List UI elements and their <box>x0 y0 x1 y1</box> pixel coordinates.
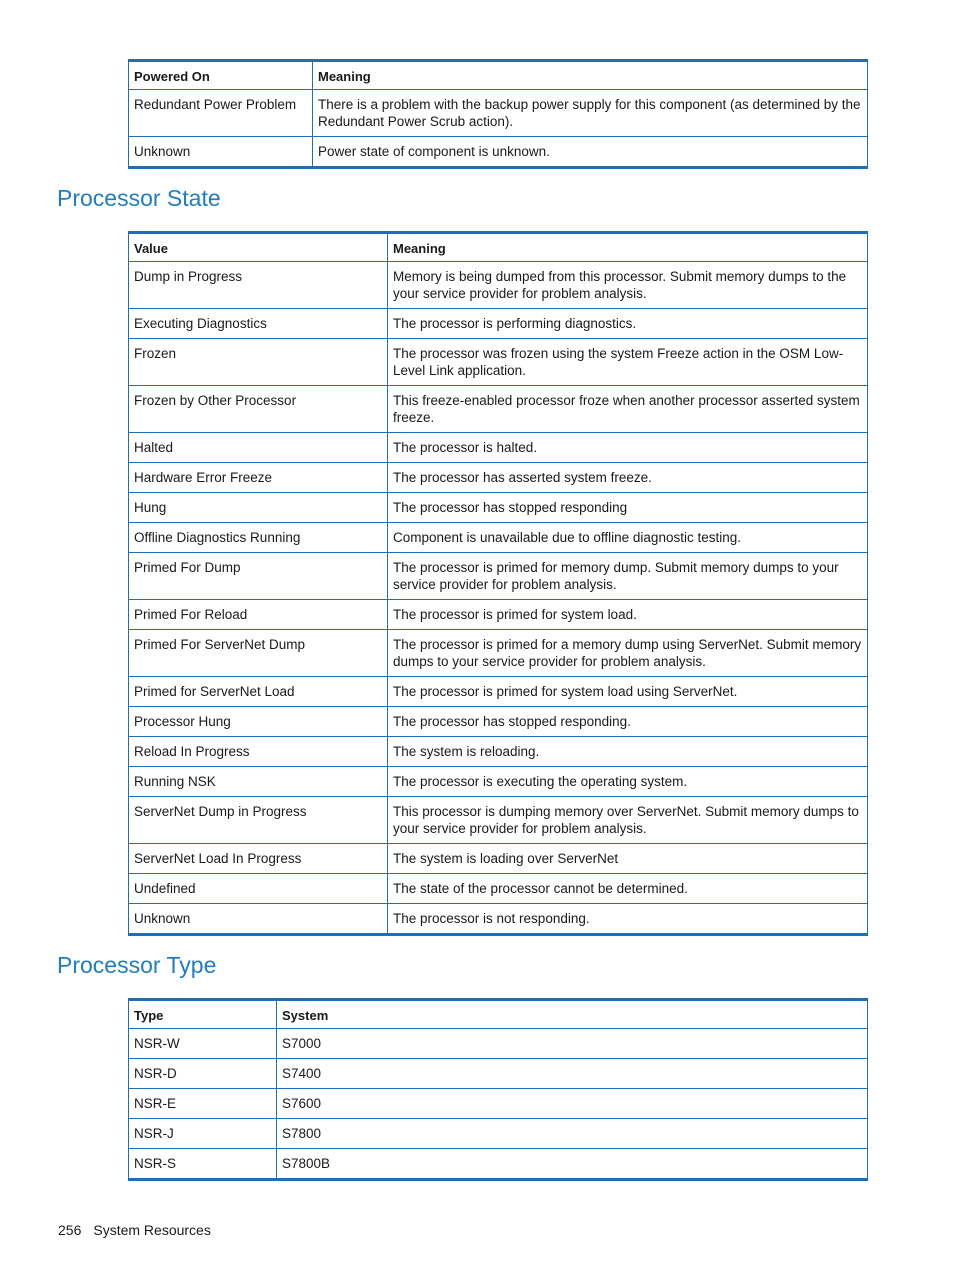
table-header-row <box>129 61 868 90</box>
page-footer <box>58 1222 211 1238</box>
table-row <box>129 874 868 904</box>
table-cell: NSR-J <box>129 1119 277 1149</box>
powered-on-table <box>128 59 868 169</box>
table-cell: The processor was frozen using the system Freeze action in the OSM Low-Level Link application. <box>388 339 868 386</box>
table-cell: Executing Diagnostics <box>129 309 388 339</box>
table-cell: Frozen <box>129 339 388 386</box>
table-cell: Running NSK <box>129 767 388 797</box>
table-cell: Power state of component is unknown. <box>313 137 868 168</box>
table-row <box>129 600 868 630</box>
table-cell: The processor has stopped responding. <box>388 707 868 737</box>
column-header: System <box>277 1000 868 1029</box>
table-cell: ServerNet Dump in Progress <box>129 797 388 844</box>
table-row <box>129 1059 868 1089</box>
table-cell: S7400 <box>277 1059 868 1089</box>
table-cell: The state of the processor cannot be determined. <box>388 874 868 904</box>
section-title-processor-type: Processor Type <box>57 952 217 978</box>
table-row <box>129 523 868 553</box>
column-header: Powered On <box>129 61 313 90</box>
table-cell: The system is reloading. <box>388 737 868 767</box>
table-cell: Offline Diagnostics Running <box>129 523 388 553</box>
table-row <box>129 1119 868 1149</box>
table-cell: Primed For Reload <box>129 600 388 630</box>
table-row <box>129 339 868 386</box>
table-cell: Reload In Progress <box>129 737 388 767</box>
table-cell: The processor is primed for system load. <box>388 600 868 630</box>
table-row <box>129 1029 868 1059</box>
table-cell: NSR-E <box>129 1089 277 1119</box>
table-cell: Hardware Error Freeze <box>129 463 388 493</box>
footer-section-title: System Resources <box>93 1222 211 1238</box>
table-row <box>129 553 868 600</box>
table-row <box>129 262 868 309</box>
table-cell: The processor is primed for a memory dump using ServerNet. Submit memory dumps to your service provider for problem analysis. <box>388 630 868 677</box>
table-cell: S7600 <box>277 1089 868 1119</box>
table-row <box>129 1149 868 1180</box>
table-cell: Dump in Progress <box>129 262 388 309</box>
table-cell: NSR-D <box>129 1059 277 1089</box>
table-row <box>129 767 868 797</box>
table-row <box>129 904 868 935</box>
table-row <box>129 386 868 433</box>
table-cell: NSR-S <box>129 1149 277 1180</box>
table-cell: Memory is being dumped from this processor. Submit memory dumps to the your service provider for problem analysis. <box>388 262 868 309</box>
table-cell: NSR-W <box>129 1029 277 1059</box>
table-cell: Processor Hung <box>129 707 388 737</box>
column-header: Value <box>129 233 388 262</box>
processor-type-table <box>128 998 868 1181</box>
table-row <box>129 677 868 707</box>
table-cell: The processor is executing the operating system. <box>388 767 868 797</box>
table-cell: S7000 <box>277 1029 868 1059</box>
section-title-processor-state: Processor State <box>57 185 221 211</box>
table-cell: The processor is not responding. <box>388 904 868 935</box>
table-cell: S7800B <box>277 1149 868 1180</box>
processor-state-table <box>128 231 868 936</box>
table-cell: The processor is primed for memory dump. Submit memory dumps to your service provider for problem analysis. <box>388 553 868 600</box>
table-cell: There is a problem with the backup power supply for this component (as determined by the Redundant Power Scrub action). <box>313 90 868 137</box>
table-row <box>129 463 868 493</box>
table-row <box>129 707 868 737</box>
table-cell: Primed for ServerNet Load <box>129 677 388 707</box>
table-cell: The processor has stopped responding <box>388 493 868 523</box>
table-cell: The processor has asserted system freeze. <box>388 463 868 493</box>
table-cell: Redundant Power Problem <box>129 90 313 137</box>
column-header: Meaning <box>313 61 868 90</box>
table-cell: ServerNet Load In Progress <box>129 844 388 874</box>
page-number: 256 <box>58 1222 82 1238</box>
table-row <box>129 309 868 339</box>
table-row <box>129 1089 868 1119</box>
table-cell: Hung <box>129 493 388 523</box>
table-cell: This freeze-enabled processor froze when another processor asserted system freeze. <box>388 386 868 433</box>
table-cell: The processor is halted. <box>388 433 868 463</box>
table-row <box>129 797 868 844</box>
table-row <box>129 137 868 168</box>
table-cell: Frozen by Other Processor <box>129 386 388 433</box>
table-cell: Undefined <box>129 874 388 904</box>
table-cell: This processor is dumping memory over ServerNet. Submit memory dumps to your service provider for problem analysis. <box>388 797 868 844</box>
table-row <box>129 493 868 523</box>
table-header-row <box>129 1000 868 1029</box>
table-row <box>129 844 868 874</box>
column-header: Type <box>129 1000 277 1029</box>
table-cell: Primed For Dump <box>129 553 388 600</box>
table-cell: The system is loading over ServerNet <box>388 844 868 874</box>
table-row <box>129 630 868 677</box>
table-row <box>129 90 868 137</box>
table-header-row <box>129 233 868 262</box>
table-cell: Unknown <box>129 904 388 935</box>
table-cell: The processor is primed for system load using ServerNet. <box>388 677 868 707</box>
table-cell: Component is unavailable due to offline diagnostic testing. <box>388 523 868 553</box>
table-row <box>129 433 868 463</box>
table-cell: S7800 <box>277 1119 868 1149</box>
table-cell: Primed For ServerNet Dump <box>129 630 388 677</box>
table-cell: The processor is performing diagnostics. <box>388 309 868 339</box>
table-row <box>129 737 868 767</box>
table-cell: Halted <box>129 433 388 463</box>
table-cell: Unknown <box>129 137 313 168</box>
column-header: Meaning <box>388 233 868 262</box>
